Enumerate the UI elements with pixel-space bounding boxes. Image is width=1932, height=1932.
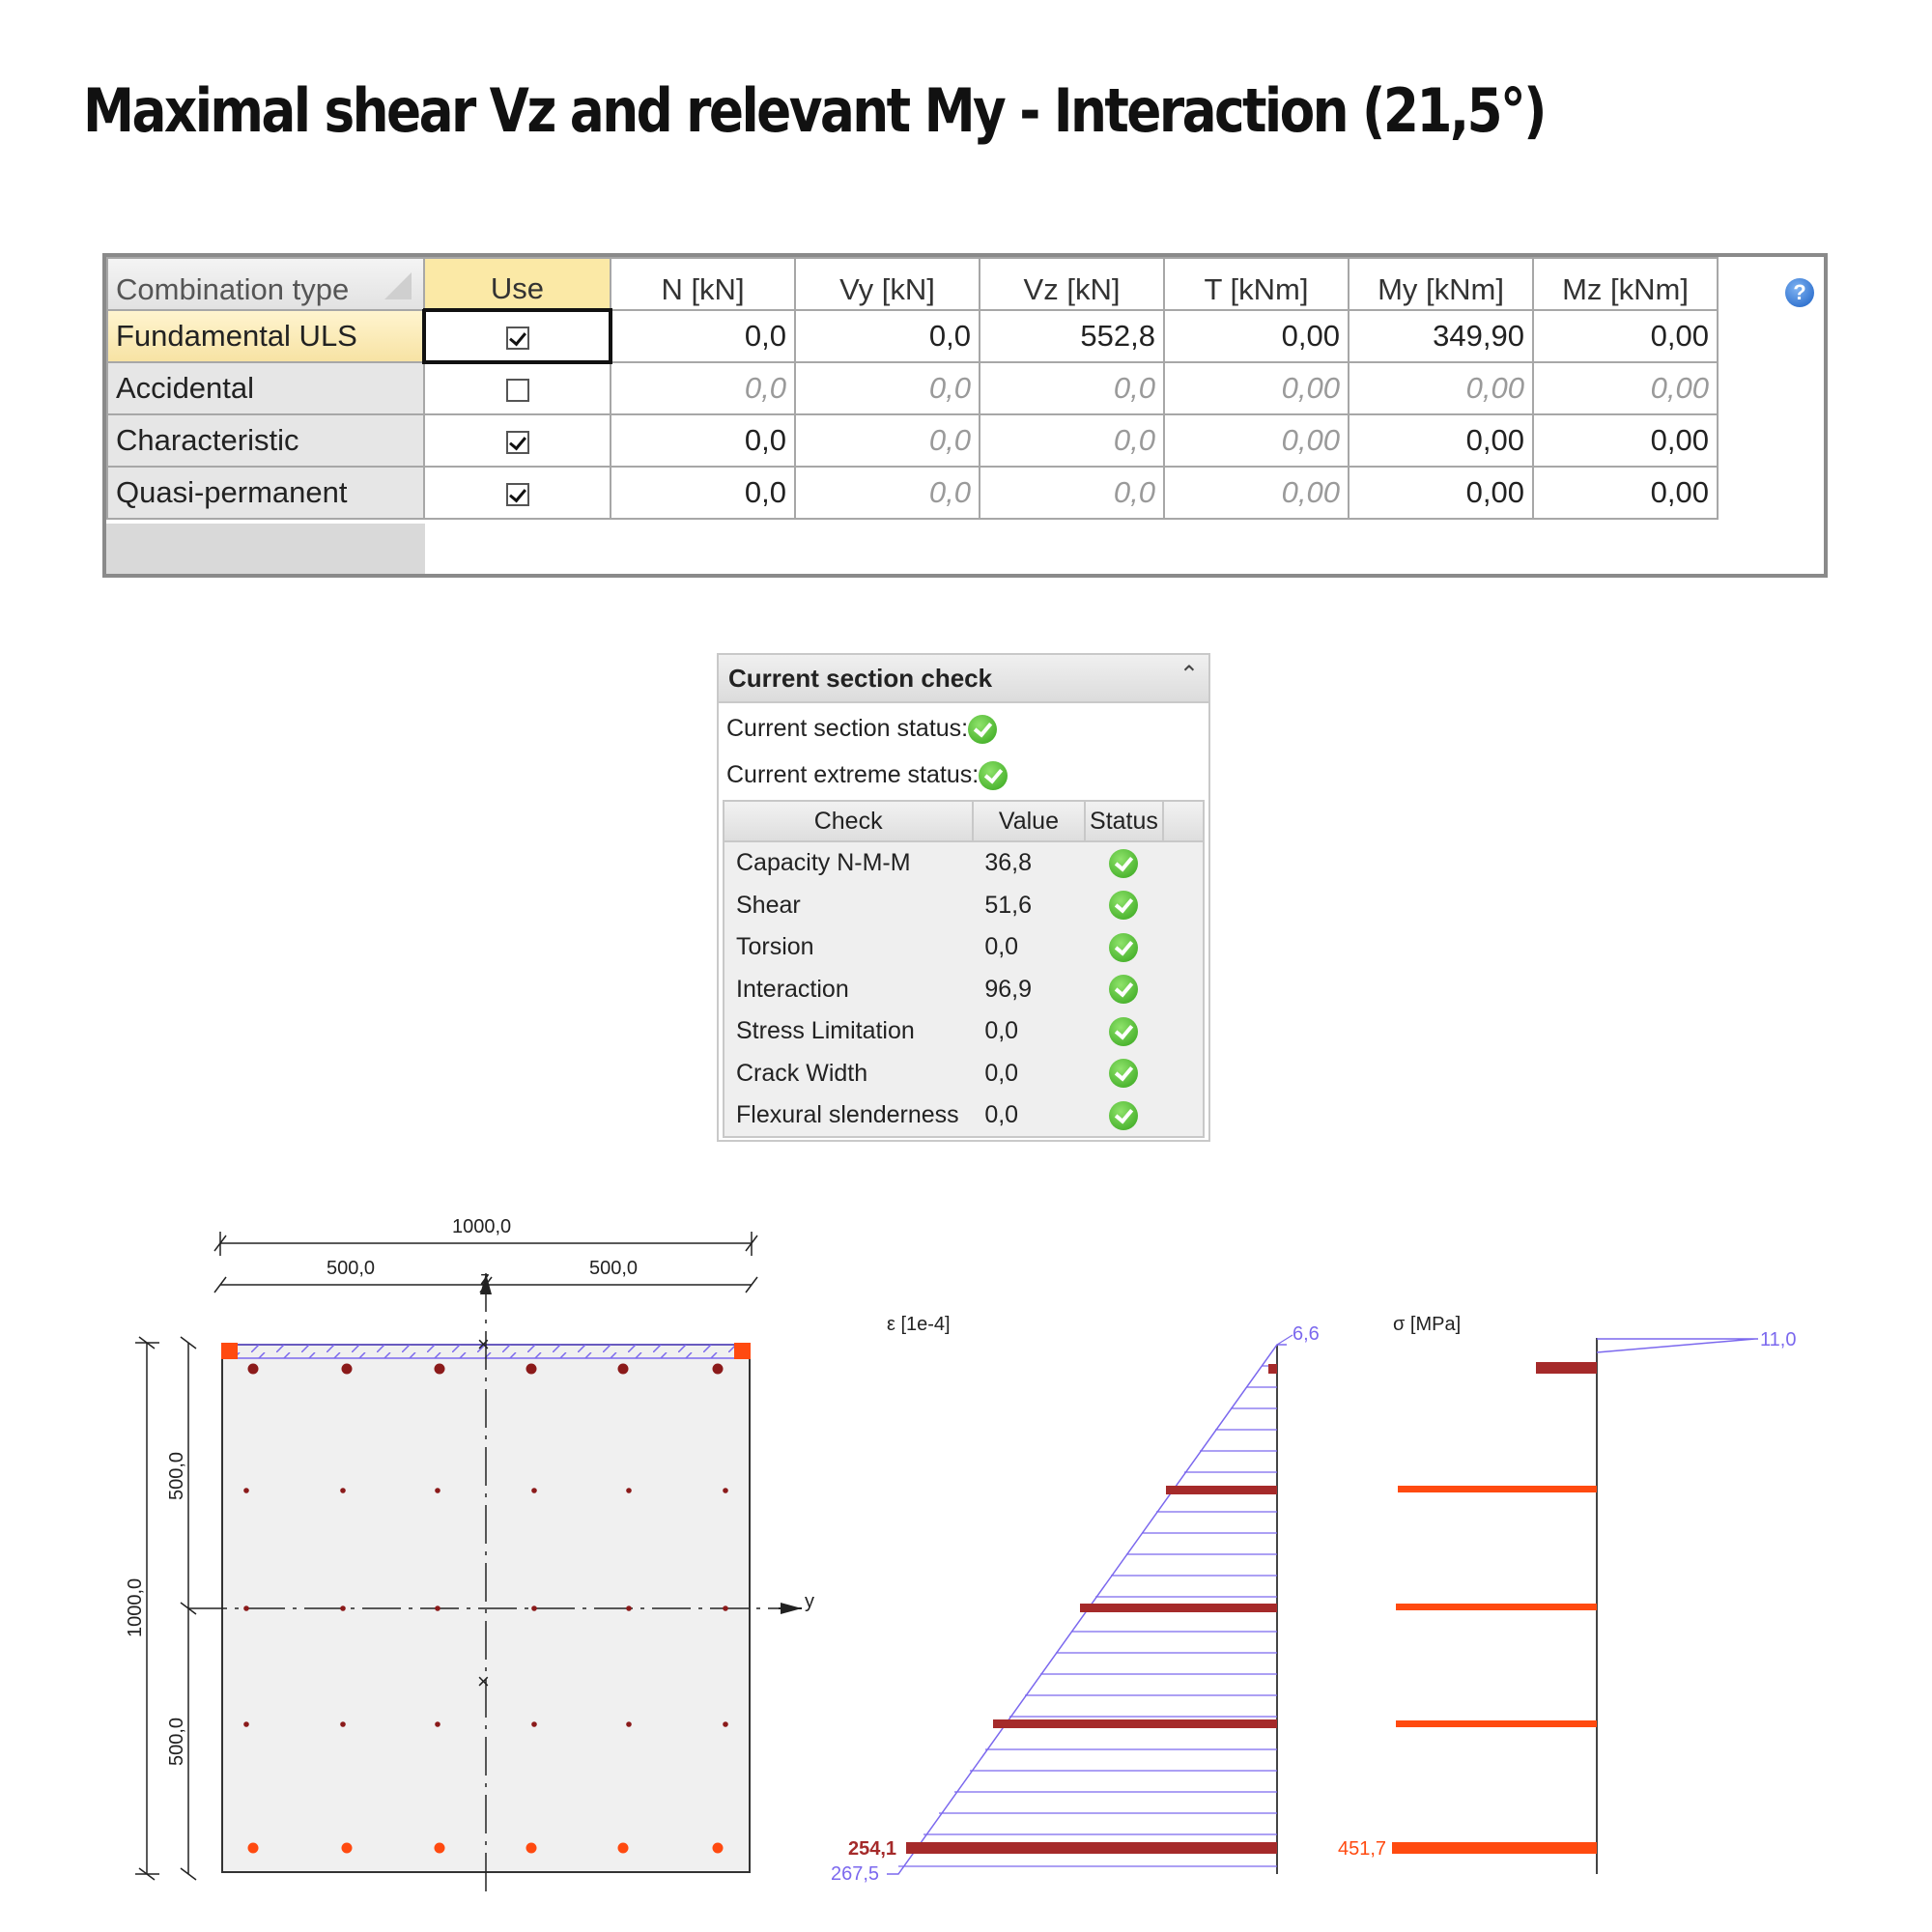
dim-half-right: 500,0	[589, 1258, 639, 1279]
stress-top-value: 11,0	[1760, 1329, 1797, 1350]
mz-cell[interactable]: 0,00	[1533, 467, 1718, 519]
check-value: 51,6	[984, 891, 1032, 919]
t-cell[interactable]: 0,00	[1164, 414, 1349, 467]
vy-cell[interactable]: 0,0	[795, 310, 980, 362]
check-value: 0,0	[984, 933, 1019, 961]
z-axis-label: z	[480, 1268, 490, 1290]
n-cell[interactable]: 0,0	[611, 310, 795, 362]
rebar	[243, 1605, 249, 1611]
rebar	[723, 1488, 728, 1493]
column-header-my[interactable]: My [kNm]	[1349, 258, 1533, 310]
n-cell[interactable]: 0,0	[611, 467, 795, 519]
rebar	[243, 1721, 249, 1727]
rebar	[248, 1843, 259, 1854]
column-header-t[interactable]: T [kNm]	[1164, 258, 1349, 310]
rebar	[435, 1605, 440, 1611]
rebar	[531, 1605, 537, 1611]
extreme-status-label: Current extreme status:	[726, 761, 980, 788]
vy-cell[interactable]: 0,0	[795, 362, 980, 414]
rebar	[340, 1605, 346, 1611]
mz-cell[interactable]: 0,00	[1533, 310, 1718, 362]
rebar	[435, 1721, 440, 1727]
vy-cell[interactable]: 0,0	[795, 414, 980, 467]
rebar	[435, 1488, 440, 1493]
check-name: Shear	[736, 891, 801, 919]
check-name: Interaction	[736, 975, 849, 1003]
stress-bar	[1396, 1604, 1597, 1610]
rebar	[531, 1721, 537, 1727]
my-cell[interactable]: 0,00	[1349, 362, 1533, 414]
stress-bar-compression	[1536, 1362, 1597, 1374]
vz-cell[interactable]: 552,8	[980, 310, 1164, 362]
rebar	[248, 1364, 259, 1375]
row-header[interactable]: Accidental	[107, 362, 424, 414]
check-value: 36,8	[984, 849, 1032, 877]
strain-bottom-value: 267,5	[831, 1863, 880, 1885]
stress-bar-value: 451,7	[1338, 1838, 1387, 1860]
stress-bar	[1396, 1720, 1597, 1727]
dim-total-height: 1000,0	[125, 1577, 146, 1637]
my-cell[interactable]: 0,00	[1349, 467, 1533, 519]
page-title: Maximal shear Vz and relevant My - Interaction (21,5°)	[83, 75, 1545, 146]
rebar	[713, 1364, 724, 1375]
rebar	[342, 1843, 353, 1854]
rebar	[435, 1364, 445, 1375]
column-header-mz[interactable]: Mz [kNm]	[1533, 258, 1718, 310]
n-cell[interactable]: 0,0	[611, 414, 795, 467]
rebar	[526, 1364, 537, 1375]
panel-title: Current section check	[728, 664, 993, 693]
strain-bar	[1166, 1486, 1277, 1494]
rebar	[435, 1843, 445, 1854]
n-cell[interactable]: 0,0	[611, 362, 795, 414]
strain-bar	[1080, 1604, 1277, 1612]
vy-cell[interactable]: 0,0	[795, 467, 980, 519]
check-name: Stress Limitation	[736, 1017, 915, 1045]
stress-bar	[1398, 1486, 1597, 1492]
corner-marker	[221, 1343, 238, 1359]
vz-cell[interactable]: 0,0	[980, 414, 1164, 467]
dim-half-top: 500,0	[166, 1451, 187, 1500]
column-header-n[interactable]: N [kN]	[611, 258, 795, 310]
t-cell[interactable]: 0,00	[1164, 467, 1349, 519]
check-value: 0,0	[984, 1017, 1019, 1045]
row-header[interactable]: Fundamental ULS	[107, 310, 424, 362]
strain-top-value: 6,6	[1293, 1323, 1320, 1345]
row-header[interactable]: Characteristic	[107, 414, 424, 467]
check-name: Flexural slenderness	[736, 1101, 959, 1129]
double-chevron-up-icon[interactable]: ⌃︎	[1179, 662, 1199, 688]
column-header-use[interactable]: Use	[424, 258, 611, 310]
corner-marker	[734, 1343, 751, 1359]
rebar	[723, 1721, 728, 1727]
row-header[interactable]: Quasi-permanent	[107, 467, 424, 519]
strain-label: ε [1e-4]	[887, 1314, 951, 1335]
rebar	[342, 1364, 353, 1375]
t-cell[interactable]: 0,00	[1164, 310, 1349, 362]
stress-diagram	[1338, 1314, 1796, 1874]
centroid-mark: ×	[477, 1332, 490, 1356]
dim-half-bottom: 500,0	[166, 1717, 187, 1766]
section-status-label: Current section status:	[726, 715, 969, 742]
stress-profile	[1597, 1339, 1755, 1352]
dim-half-left: 500,0	[327, 1258, 376, 1279]
my-cell[interactable]: 0,00	[1349, 414, 1533, 467]
column-header-label: Combination type	[116, 272, 350, 306]
vz-cell[interactable]: 0,0	[980, 362, 1164, 414]
column-header-vy[interactable]: Vy [kN]	[795, 258, 980, 310]
strain-bar	[993, 1719, 1277, 1728]
column-header-vz[interactable]: Vz [kN]	[980, 258, 1164, 310]
check-name: Crack Width	[736, 1059, 868, 1087]
rebar	[626, 1721, 632, 1727]
neutral-point-mark: ×	[477, 1669, 490, 1693]
check-value: 0,0	[984, 1101, 1019, 1129]
rebar	[340, 1488, 346, 1493]
check-name: Torsion	[736, 933, 814, 961]
strain-hatching	[898, 1366, 1277, 1866]
stress-bar-bottom	[1392, 1842, 1597, 1854]
rebar	[243, 1488, 249, 1493]
column-header-status[interactable]: Status	[1085, 802, 1164, 841]
stress-label: σ [MPa]	[1393, 1314, 1462, 1335]
rebar	[526, 1843, 537, 1854]
t-cell[interactable]: 0,00	[1164, 362, 1349, 414]
strain-diagram	[831, 1314, 1320, 1885]
rebar	[340, 1721, 346, 1727]
column-header-value[interactable]: Value	[973, 802, 1084, 841]
y-axis-label: y	[805, 1591, 814, 1612]
check-value: 96,9	[984, 975, 1032, 1003]
rebar	[713, 1843, 724, 1854]
question-icon[interactable]: ?	[1785, 278, 1814, 307]
mz-cell[interactable]: 0,00	[1533, 362, 1718, 414]
dim-total-width: 1000,0	[452, 1216, 512, 1237]
strain-bar-value: 254,1	[848, 1838, 897, 1860]
rebar	[618, 1364, 629, 1375]
rebar	[626, 1488, 632, 1493]
rebar	[531, 1488, 537, 1493]
check-name: Capacity N-M-M	[736, 849, 911, 877]
rebar	[618, 1843, 629, 1854]
rebar	[723, 1605, 728, 1611]
column-header-check[interactable]: Check	[724, 802, 973, 841]
check-value: 0,0	[984, 1059, 1019, 1087]
vz-cell[interactable]: 0,0	[980, 467, 1164, 519]
my-cell[interactable]: 349,90	[1349, 310, 1533, 362]
rebar	[626, 1605, 632, 1611]
strain-bar-top	[1268, 1364, 1277, 1374]
strain-bar-bottom	[906, 1842, 1277, 1854]
mz-cell[interactable]: 0,00	[1533, 414, 1718, 467]
